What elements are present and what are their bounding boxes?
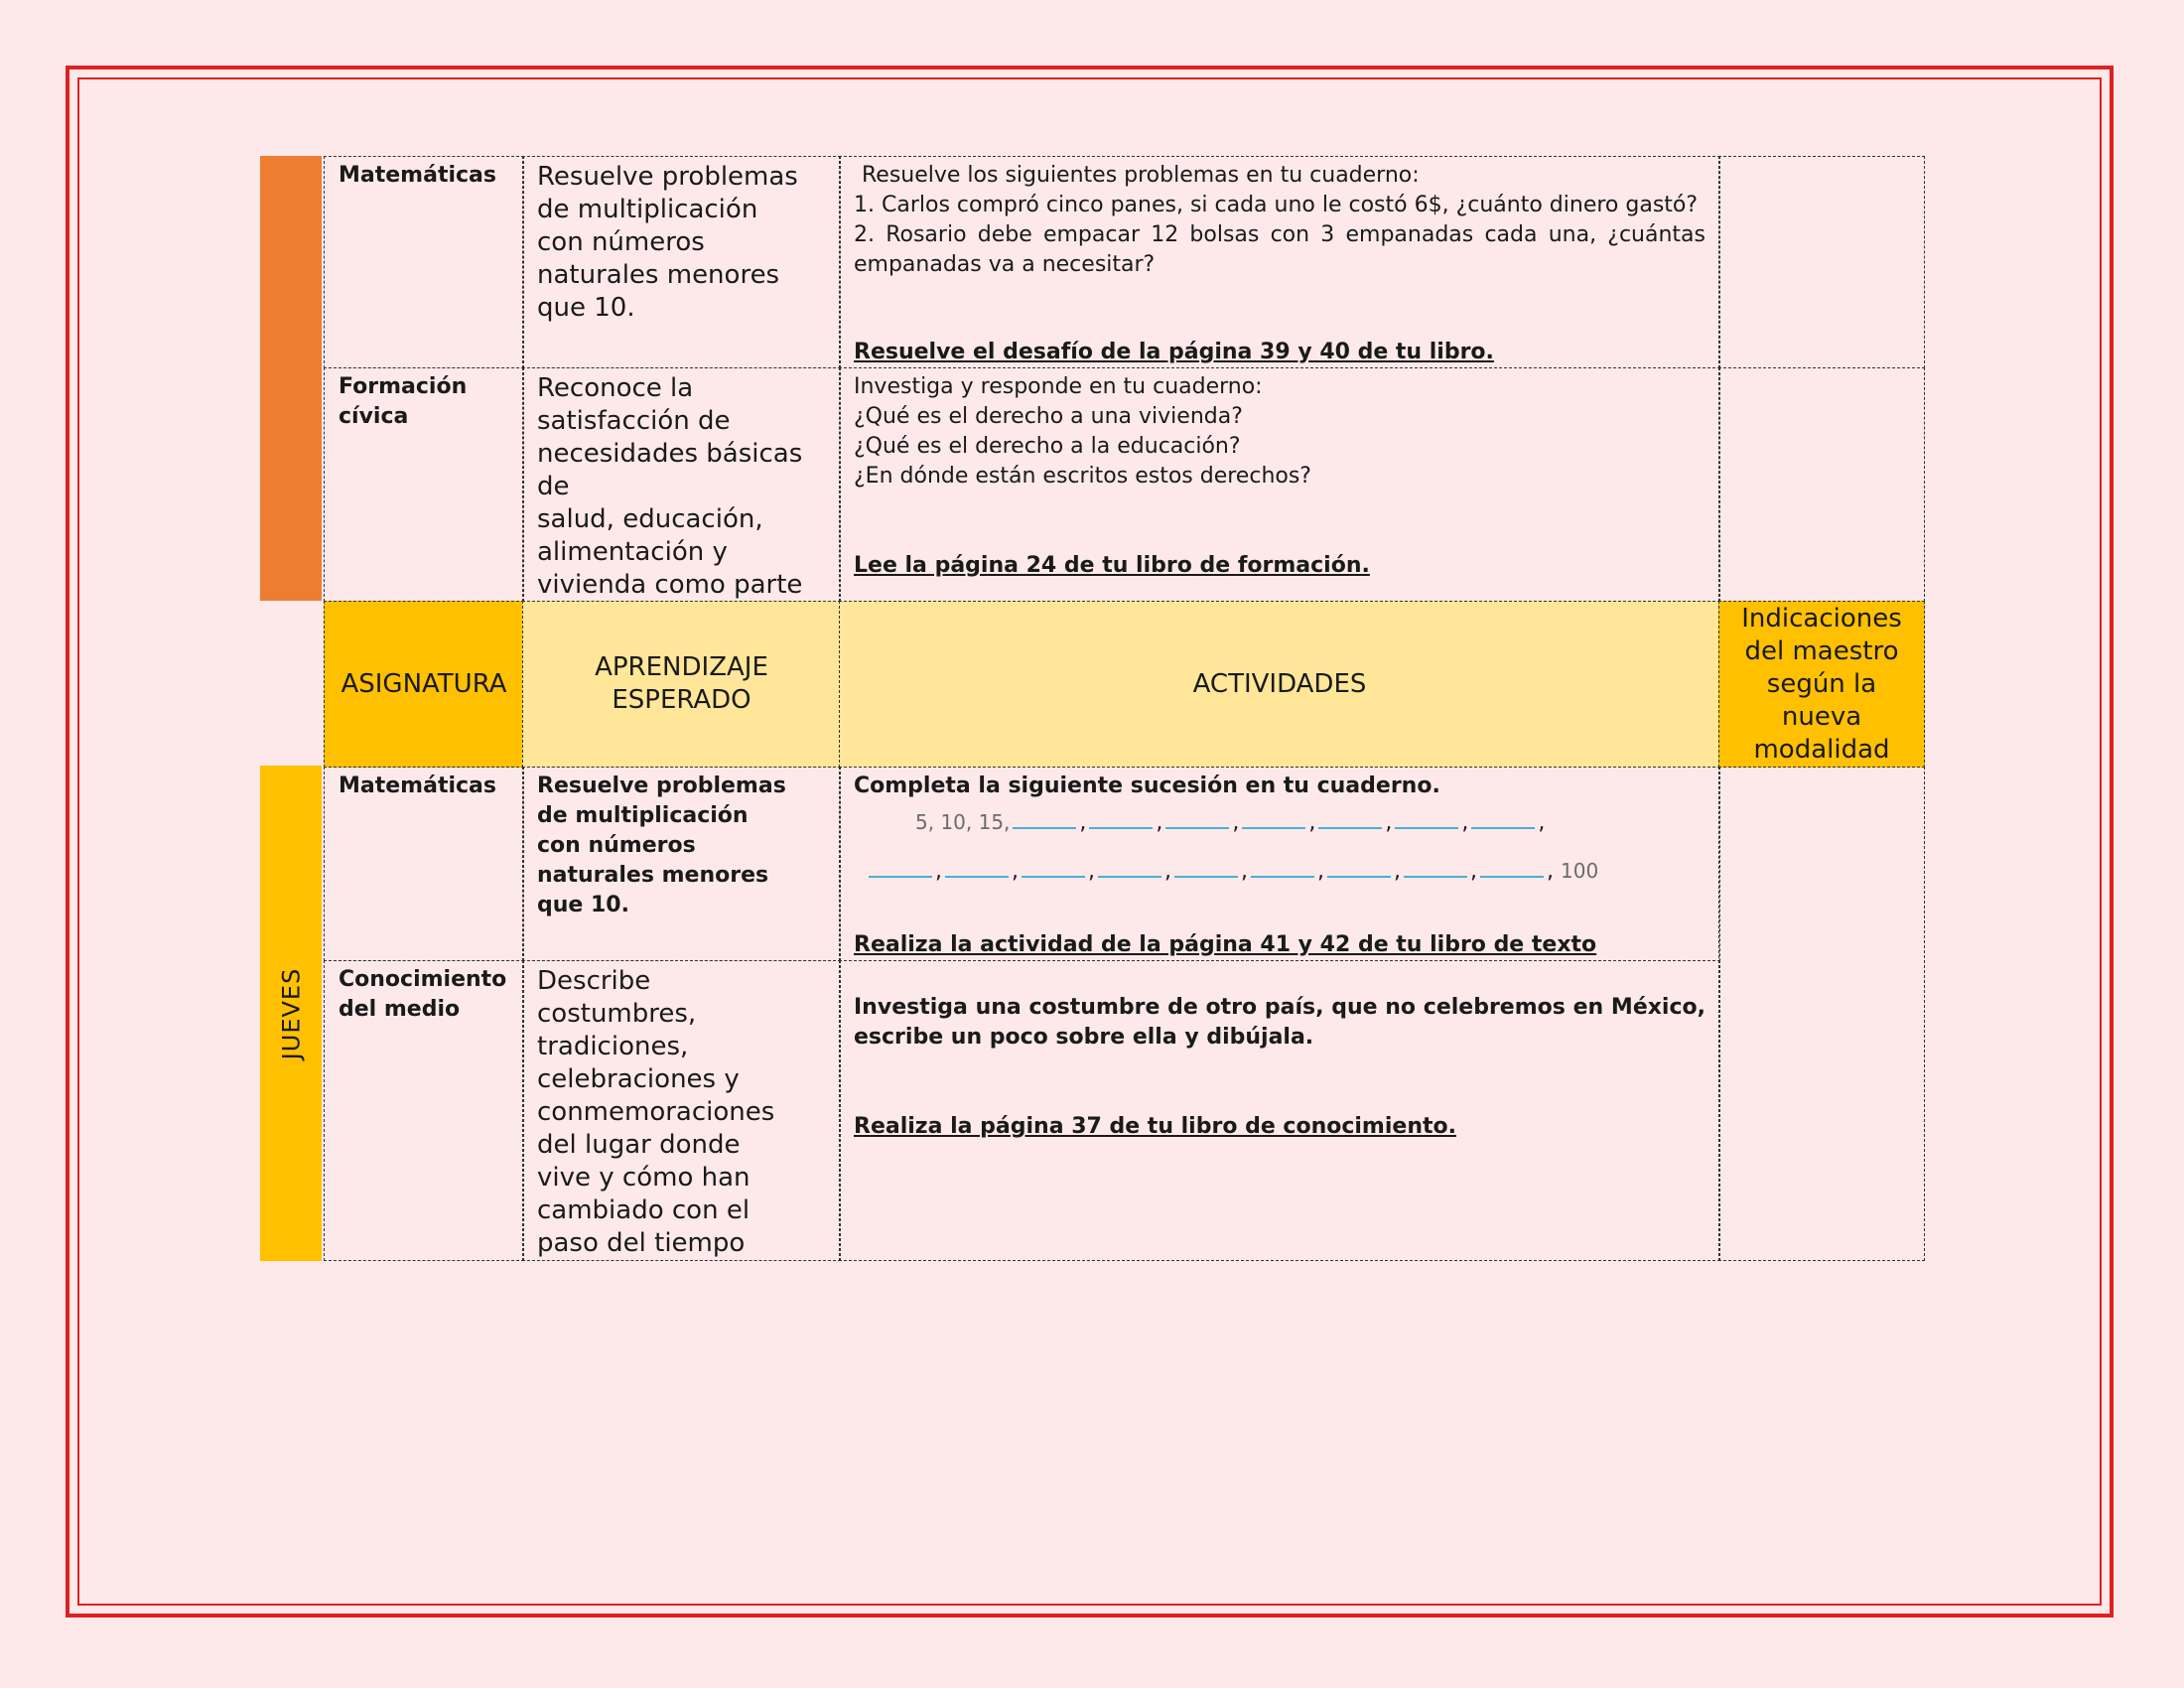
sequence-line-1: 5, 10, 15, , , , , , , , xyxy=(915,810,1546,835)
jueves-teacher xyxy=(1718,767,1925,1261)
jueves-row2-learning: Describe costumbres, tradiciones, celebraciones y conmemoraciones del lugar donde vive y cómo han cambiado con el paso del tiempo xyxy=(522,960,841,1261)
jueves-row1-activity-task: Realiza la actividad de la página 41 y 42 de tu libro de texto xyxy=(854,932,1597,957)
jueves-row1-activity-intro: Completa la siguiente sucesión en tu cuaderno. xyxy=(854,774,1440,798)
row2-teacher xyxy=(1718,367,1925,602)
row2-activity-item-1: ¿Qué es el derecho a una vivienda? xyxy=(854,404,1243,429)
row2-activity-task: Lee la página 24 de tu libro de formación. xyxy=(854,553,1370,578)
row2-activity-intro: Investiga y responde en tu cuaderno: xyxy=(854,374,1263,399)
row1-activity-item-2: 2. Rosario debe empacar 12 bolsas con 3 empanadas cada una, ¿cuántas empanadas va a necesitar? xyxy=(854,222,1706,277)
jueves-row1-learning: Resuelve problemas de multiplicación con números naturales menores que 10. xyxy=(522,767,841,961)
header-subject: ASIGNATURA xyxy=(324,601,524,768)
jueves-row1-subject: Matemáticas xyxy=(324,767,524,961)
row2-subject: Formación cívica xyxy=(324,367,524,602)
jueves-row2-activities xyxy=(839,960,1720,1261)
row2-activity-item-2: ¿Qué es el derecho a la educación? xyxy=(854,434,1241,459)
day-marker-orange xyxy=(260,156,322,601)
row1-subject: Matemáticas xyxy=(324,156,524,368)
row2-activity-item-3: ¿En dónde están escritos estos derechos? xyxy=(854,464,1311,489)
day-label-jueves: JUEVES xyxy=(277,967,305,1059)
row1-teacher xyxy=(1718,156,1925,368)
row1-activities xyxy=(839,156,1720,368)
jueves-row2-subject: Conocimiento del medio xyxy=(324,960,524,1261)
sequence-line-2: , , , , , , , , , 100 xyxy=(854,856,1706,887)
jueves-row2-activity-intro: Investiga una costumbre de otro país, que no celebremos en México, escribe un poco sobre ella y dibújala. xyxy=(854,995,1706,1050)
header-teacher: Indicaciones del maestro según la nueva modalidad xyxy=(1718,601,1925,768)
header-activities: ACTIVIDADES xyxy=(839,601,1720,768)
jueves-row2-activity-task: Realiza la página 37 de tu libro de conocimiento. xyxy=(854,1114,1456,1139)
row1-learning: Resuelve problemas de multiplicación con números naturales menores que 10. xyxy=(522,156,841,368)
header-learning: APRENDIZAJE ESPERADO xyxy=(522,601,841,768)
row2-activities xyxy=(839,367,1720,602)
row2-learning: Reconoce la satisfacción de necesidades básicas de salud, educación, alimentación y vivienda como parte xyxy=(522,367,841,602)
row1-activity-intro: Resuelve los siguientes problemas en tu cuaderno: xyxy=(862,163,1420,188)
sequence-end: 100 xyxy=(1561,859,1599,883)
sequence-start: 5, 10, 15, xyxy=(915,810,1011,834)
jueves-row1-activities xyxy=(839,767,1720,961)
row1-activity-item-1: 1. Carlos compró cinco panes, si cada uno le costó 6$, ¿cuánto dinero gastó? xyxy=(854,193,1699,217)
row1-activity-task: Resuelve el desafío de la página 39 y 40 de tu libro. xyxy=(854,340,1494,364)
